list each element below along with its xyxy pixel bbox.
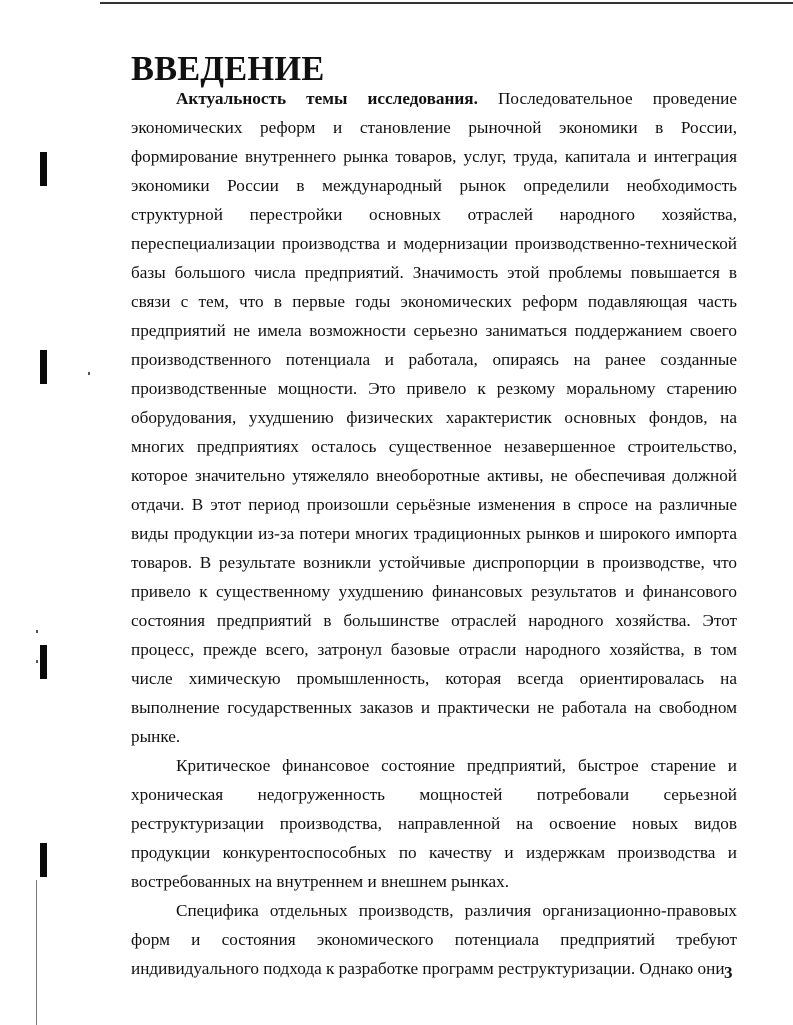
paragraph-1 xyxy=(131,84,737,751)
binding-mark-1 xyxy=(40,152,47,186)
paragraph-text: Критическое финансовое состояние предприятий, быстрое старение и хроническая недогруженность мощностей потребовали серьезной реструктуризации производства, направленной на освоение новых видов продукции конкурентоспособных по качеству и издержкам производства и востребованных на внутреннем и внешнем рынках. xyxy=(131,756,737,891)
paragraph-lead: Актуальность темы исследования. xyxy=(176,89,478,108)
scan-speck xyxy=(36,630,38,633)
section-heading: ВВЕДЕНИЕ xyxy=(131,50,325,88)
document-body xyxy=(131,50,738,983)
paragraph-3 xyxy=(131,896,737,983)
page-number: 3 xyxy=(724,963,733,982)
binding-mark-3 xyxy=(40,645,47,679)
paragraph-text: Специфика отдельных производств, различия организационно-правовых форм и состояния экономического потенциала предприятий требуют индивидуального подхода к разработке программ реструктуризации. Однако они xyxy=(131,901,737,978)
binding-mark-2 xyxy=(40,350,47,384)
paragraph-2 xyxy=(131,751,737,896)
paragraph-text: Последовательное проведение экономических реформ и становление рыночной экономики в России, формирование внутреннего рынка товаров, услуг, труда, капитала и интеграция экономики России в международный рынок определили необходимость структурной перестройки основных отраслей народного хозяйства, переспециализации производства и модернизации производственно-технической базы большого числа предприятий. Значимость этой проблемы повышается в связи с тем, что в первые годы экономических реформ подавляющая часть предприятий не имела возможности серьезно заниматься поддержанием своего производственного потенциала и работала, опираясь на ранее созданные производственные мощности. Это привело к резкому моральному старению оборудования, ухудшению физических характеристик основных фондов, на многих предприятиях осталось существенное незавершенное строительство, которое значительно утяжеляло внеоборотные активы, не обеспечивая должной отдачи. В этот период произошли серьёзные изменения в спросе на различные виды продукции из-за потери многих традиционных рынков и широкого импорта товаров. В результате возникли устойчивые диспропорции в производстве, что привело к существенному ухудшению финансовых результатов и финансового состояния предприятий в большинстве отраслей народного хозяйства. Этот процесс, прежде всего, затронул базовые отрасли народного хозяйства, в том числе химическую промышленность, которая всегда ориентировалась на выполнение государственных заказов и практически не работала на свободном рынке. xyxy=(131,89,738,746)
scan-speck xyxy=(36,660,38,663)
top-border-line xyxy=(100,2,793,4)
binding-mark-4 xyxy=(40,843,47,877)
page-edge-line xyxy=(36,880,37,1025)
scan-speck xyxy=(88,372,90,375)
